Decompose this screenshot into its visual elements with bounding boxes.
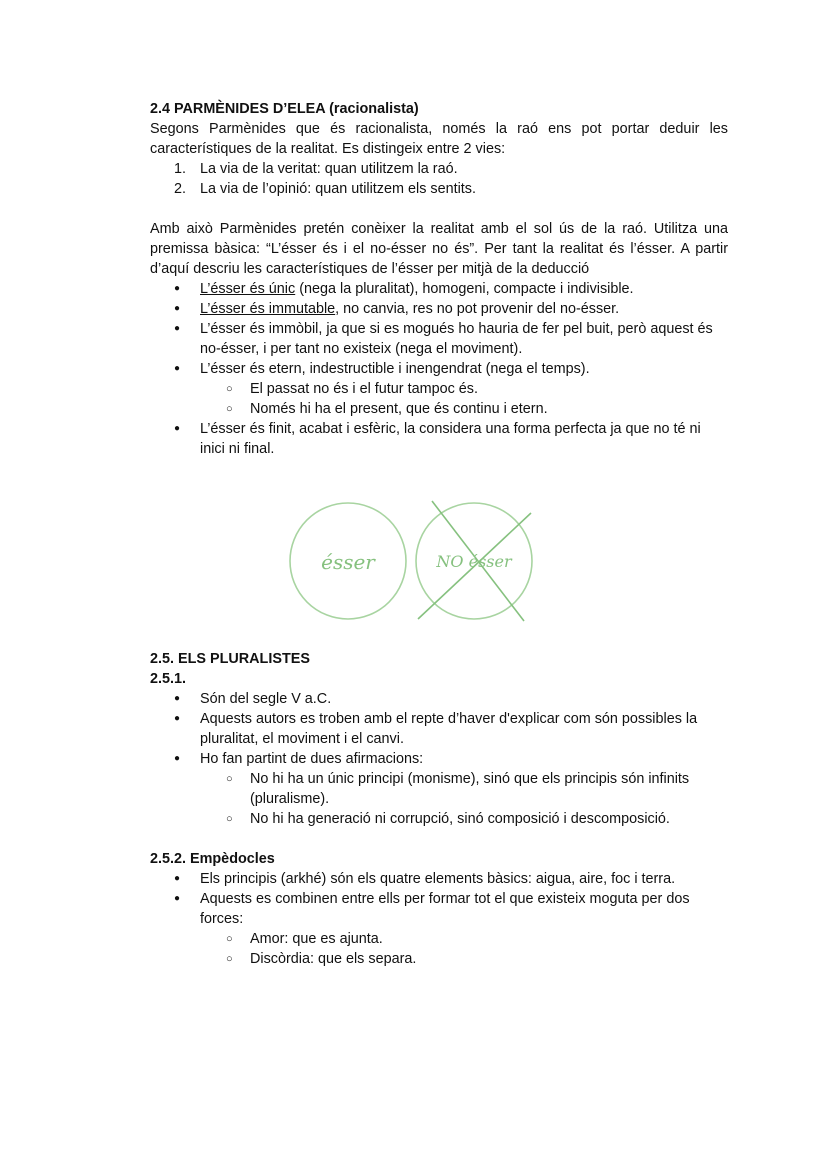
list-item-text: , no canvia, res no pot provenir del no-ésser. — [335, 301, 620, 317]
sub-list-item — [150, 949, 728, 969]
list-number: 2. — [174, 181, 187, 197]
section-title-pluralistes: 2.5. ELS PLURALISTES — [150, 651, 310, 667]
intro-paragraph: Segons Parmènides que és racionalista, només la raó ens pot portar deduir les característiques de la realitat. Es distingeix entre 2 vies: — [150, 121, 728, 157]
sub-list-item — [150, 399, 728, 419]
list-item — [150, 299, 728, 319]
list-item-text: Els principis (arkhé) són els quatre elements bàsics: aigua, aire, foc i terra. — [200, 871, 676, 887]
list-item — [150, 889, 728, 929]
list-item — [150, 359, 728, 379]
list-item-text: L’ésser és finit, acabat i esfèric, la considera una forma perfecta ja que no té ni inici ni final. — [200, 421, 701, 457]
list-item — [150, 749, 728, 769]
pluralistes-list — [150, 689, 728, 829]
underlined-term: L’ésser és immutable — [200, 301, 336, 317]
subsection-title: 2.5.1. — [150, 671, 187, 687]
sub-list-item — [150, 379, 728, 399]
list-item — [150, 869, 728, 889]
list-item-text: Són del segle V a.C. — [200, 691, 332, 707]
list-item — [150, 159, 728, 179]
list-item-text: La via de l’opinió: quan utilitzem els sentits. — [200, 181, 476, 197]
list-item-text: Ho fan partint de dues afirmacions: — [200, 751, 424, 767]
list-item-text: L’ésser és immòbil, ja que si es mogués ho hauria de fer pel buit, però aquest és no-ésser, i per tant no existeix (nega el moviment). — [200, 321, 713, 357]
spacer — [150, 829, 728, 849]
underlined-term: L’ésser és únic — [200, 281, 296, 297]
list-item-text: No hi ha generació ni corrupció, sinó composició i descomposició. — [250, 811, 670, 827]
deduction-paragraph: Amb això Parmènides pretén conèixer la realitat amb el sol ús de la raó. Utilitza una premissa bàsica: “L’ésser és i el no-ésser no és”. Per tant la realitat és l’ésser. A partir d’aquí descriu les característiques de l’ésser per mitjà de la deducció — [150, 221, 728, 277]
spacer — [150, 199, 728, 219]
list-item — [150, 689, 728, 709]
list-item — [150, 179, 728, 199]
properties-list — [150, 279, 728, 459]
list-item-text: El passat no és i el futur tampoc és. — [250, 381, 478, 397]
section-title-parmenides: 2.4 PARMÈNIDES D’ELEA (racionalista) — [150, 101, 419, 117]
list-item-text: Discòrdia: que els separa. — [250, 951, 417, 967]
diagram-svg — [286, 479, 586, 629]
list-item — [150, 709, 728, 749]
ways-list — [150, 159, 728, 199]
list-item — [150, 319, 728, 359]
esser-label: ésser — [321, 550, 375, 574]
sub-list-item — [150, 929, 728, 949]
section-title-empedocles: 2.5.2. Empèdocles — [150, 851, 275, 867]
list-number: 1. — [174, 161, 187, 177]
list-item — [150, 419, 728, 459]
sub-list-item — [150, 769, 728, 809]
list-item-text: La via de la veritat: quan utilitzem la raó. — [200, 161, 458, 177]
no-esser-label: NO ésser — [436, 552, 512, 571]
list-item-text: Aquests autors es troben amb el repte d’haver d'explicar com són possibles la pluralitat, el moviment i el canvi. — [200, 711, 698, 747]
sub-list-item — [150, 809, 728, 829]
list-item-text: Aquests es combinen entre ells per formar tot el que existeix moguta per dos forces: — [200, 891, 690, 927]
list-item-text: No hi ha un únic principi (monisme), sinó que els principis són infinits (pluralisme). — [250, 771, 690, 807]
empedocles-list — [150, 869, 728, 969]
list-item-text: (nega la pluralitat), homogeni, compacte i indivisible. — [295, 281, 634, 297]
list-item-text: Només hi ha el present, que és continu i etern. — [250, 401, 548, 417]
list-item-text: L’ésser és etern, indestructible i inengendrat (nega el temps). — [200, 361, 590, 377]
document-page — [150, 99, 728, 969]
list-item-text: Amor: que es ajunta. — [250, 931, 383, 947]
esser-diagram — [150, 459, 728, 649]
list-item — [150, 279, 728, 299]
